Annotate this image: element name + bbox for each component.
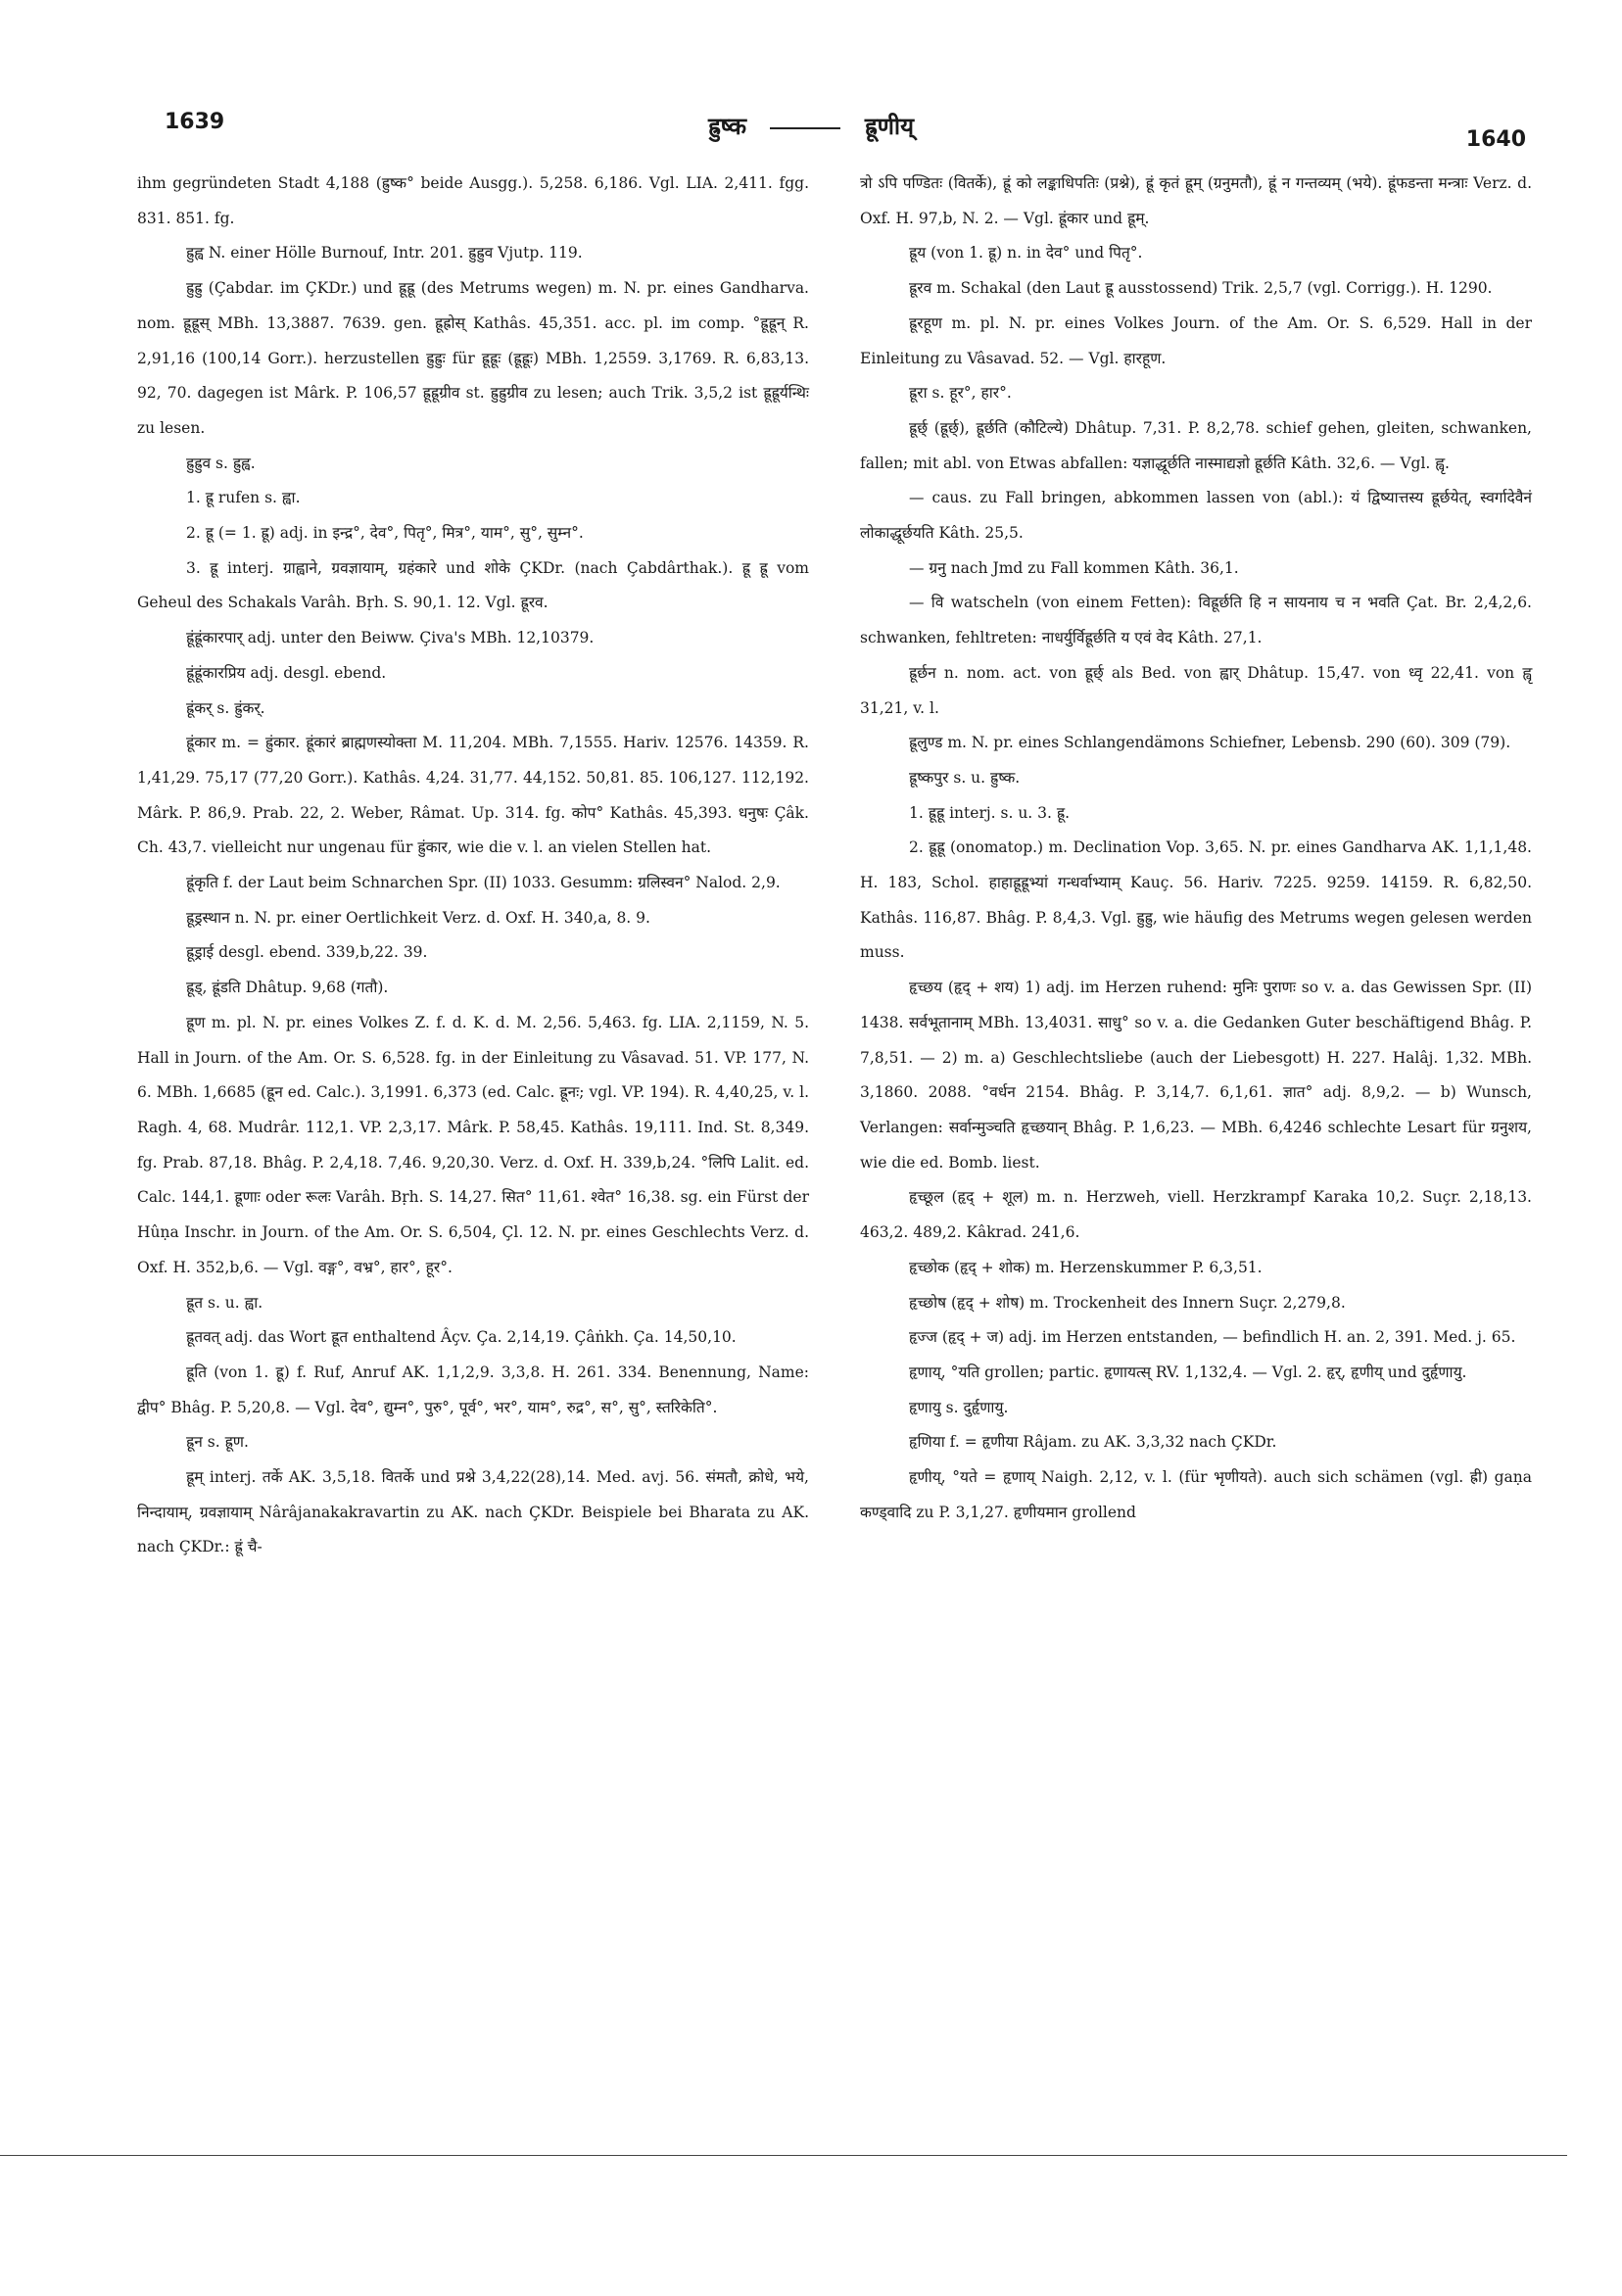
dictionary-entry: ह्रूंकार m. = ह्रुंकार. ह्रूंकारं ब्राह्मणस्योक्ता M. 11,204. MBh. 7,1555. Hariv. 12576. 14359. R. 1,41,29. 75,17 (77,20 Gorr.). Kathâs. 4,24. 31,77. 44,152. 50,81. 85. 106,127. 112,192. Mârk. P. 86,9. Prab. 22, 2. Weber, Râmat. Up. 314. fg. कोप° Kathâs. 45,393. धनुषः Çâk. Ch. 43,7. vielleicht nur ungenau für ह्रुंकार, wie die v. l. an vielen Stellen hat. <box>137 734 809 857</box>
header-dash <box>770 127 840 129</box>
dictionary-entry: ह्रूण m. pl. N. pr. eines Volkes Z. f. d. K. d. M. 2,56. 5,463. fg. LIA. 2,1159, N. 5. Hall in Journ. of the Am. Or. S. 6,528. fg. in der Einleitung zu Vâsavad. 51. VP. 177, N. 6. MBh. 1,6685 (ह्रून ed. Calc.). 3,1991. 6,373 (ed. Calc. ह्रूनः; vgl. VP. 194). R. 4,40,25, v. l. Ragh. 4, 68. Mudrâr. 112,1. VP. 2,3,17. Mârk. P. 58,45. Kathâs. 19,111. Ind. St. 8,349. fg. Prab. 87,18. Bhâg. P. 2,4,18. 7,46. 9,20,30. Verz. d. Oxf. H. 339,b,24. °लिपि Lalit. ed. Calc. 144,1. ह्रूणाः oder रूलः Varâh. Bṛh. S. 14,27. सित° 11,61. श्वेत° 16,38. sg. ein Fürst der Hûṇa Inschr. in Journ. of the Am. Or. S. 6,504, Çl. 12. N. pr. eines Geschlechts Verz. d. Oxf. H. 352,b,6. — Vgl. वङ्ग°, वभ्र°, हार°, हूर°. <box>137 1013 809 1276</box>
dictionary-entry: ह्रूरहूण m. pl. N. pr. eines Volkes Journ. of the Am. Or. S. 6,529. Hall in der Einleitung zu Vâsavad. 52. — Vgl. हारहूण. <box>860 313 1532 367</box>
dictionary-entry: ह्रूड्राई desgl. ebend. 339,b,22. 39. <box>186 943 428 962</box>
dictionary-entry: हृज्ज (हृद् + ज) adj. im Herzen entstanden, — befindlich H. an. 2, 391. Med. j. 65. <box>909 1328 1516 1347</box>
dictionary-entry: ह्रूति (von 1. ह्रू) f. Ruf, Anruf AK. 1,1,2,9. 3,3,8. H. 261. 334. Benennung, Name: द्वीप° Bhâg. P. 5,20,8. — Vgl. देव°, द्युम्न°, पुरु°, पूर्व°, भर°, याम°, रुद्र°, स°, सु°, स्तरिकेति°. <box>137 1363 809 1416</box>
right-column <box>860 167 1532 1530</box>
dictionary-entry: ह्रूतवत् adj. das Wort ह्रूत enthaltend Âçv. Ça. 2,14,19. Çâṅkh. Ça. 14,50,10. <box>186 1328 737 1347</box>
page-header <box>0 106 1622 155</box>
dictionary-entry: — वि watscheln (von einem Fetten): विह्रूर्छति हि न सायनाय च न भवति Çat. Br. 2,4,2,6. schwanken, fehltreten: नाधर्युर्विह्रूर्छति य एवं वेद Kâth. 27,1. <box>860 594 1532 647</box>
dictionary-entry: ह्रूरा s. हूर°, हार°. <box>909 384 1012 403</box>
dictionary-entry: हृच्छोष (हृद् + शोष) m. Trockenheit des Innern Suçr. 2,279,8. <box>909 1293 1346 1312</box>
dictionary-entry: 1. ह्रूह्रू interj. s. u. 3. ह्रू. <box>909 803 1071 822</box>
dictionary-entry: ह्रूंकृति f. der Laut beim Schnarchen Spr. (II) 1033. Gesumm: ग्रलिस्वन° Nalod. 2,9. <box>186 874 781 892</box>
dictionary-entry: 2. ह्रूह्रू (onomatop.) m. Declination Vop. 3,65. N. pr. eines Gandharva AK. 1,1,1,48. H. 183, Schol. हाहाह्रूह्रूभ्यां गन्धर्वाभ्याम् Kauç. 56. Hariv. 7225. 9259. 14159. R. 6,82,50. Kathâs. 116,87. Bhâg. P. 8,4,3. Vgl. ह्रुह्रु, wie häufig des Metrums wegen gelesen werden muss. <box>860 838 1532 962</box>
dictionary-entry: ihm gegründeten Stadt 4,188 (ह्रुष्क° beide Ausgg.). 5,258. 6,186. Vgl. LIA. 2,411. fgg. 831. 851. fg. <box>137 174 809 227</box>
dictionary-entry: ह्रुह्व N. einer Hölle Burnouf, Intr. 201. ह्रुह्रुव Vjutp. 119. <box>186 244 583 263</box>
page-number-right: 1640 <box>1465 127 1526 152</box>
dictionary-entry: ह्रूंह्रूंकारप्रिय adj. desgl. ebend. <box>186 663 387 682</box>
dictionary-entry: ह्रूड्रस्थान n. N. pr. einer Oertlichkeit Verz. d. Oxf. H. 340,a, 8. 9. <box>186 908 650 927</box>
dictionary-entry: हृच्छोक (हृद् + शोक) m. Herzenskummer P. 6,3,51. <box>909 1258 1263 1276</box>
dictionary-entry: — ग्रनु nach Jmd zu Fall kommen Kâth. 36,1. <box>909 558 1239 577</box>
dictionary-entry: त्रो ऽपि पण्डितः (वितर्के), ह्रूं को लङ्काधिपतिः (प्रश्ने), ह्रूं कृतं ह्रूम् (ग्रनुमतौ), ह्रूं न गन्तव्यम् (भये). ह्रूंफडन्ता मन्त्राः Verz. d. Oxf. H. 97,b, N. 2. — Vgl. ह्रूंकार und ह्रूम्. <box>860 174 1532 227</box>
dictionary-entry: ह्रूर्छन n. nom. act. von ह्रूर्छ् als Bed. von ह्वार् Dhâtup. 15,47. von ध्वृ 22,41. von ह्वृ 31,21, v. l. <box>860 663 1532 717</box>
catchword-left: ह्रुष्क <box>707 112 747 140</box>
dictionary-entry: ह्रूय (von 1. ह्रू) n. in देव° und पितृ°. <box>909 244 1143 263</box>
dictionary-entry: हृणीय्, °यते = हृणाय् Naigh. 2,12, v. l. (für भृणीयते). auch sich schämen (vgl. ह्री) gaṇa कण्ड्वादि zu P. 3,1,27. हृणीयमान grollend <box>860 1468 1532 1521</box>
dictionary-entry: 1. ह्रू rufen s. ह्वा. <box>186 489 301 507</box>
dictionary-entry: ह्रूलुण्ड m. N. pr. eines Schlangendämons Schiefner, Lebensb. 290 (60). 309 (79). <box>909 734 1511 752</box>
left-column <box>137 167 809 1565</box>
dictionary-entry: 2. ह्रू (= 1. ह्रू) adj. in इन्द्र°, देव°, पितृ°, मित्र°, याम°, सु°, सुम्न°. <box>186 524 584 543</box>
dictionary-entry: ह्रूर्छ् (ह्रूर्छ्), ह्रूर्छति (कौटिल्ये) Dhâtup. 7,31. P. 8,2,78. schief gehen, gleiten, schwanken, fallen; mit abl. von Etwas abfallen: यज्ञाद्धूर्छति नास्माद्यज्ञो ह्रूर्छति Kâth. 32,6. — Vgl. ह्वृ. <box>860 418 1532 472</box>
dictionary-entry: हृच्छूल (हृद् + शूल) m. n. Herzweh, viell. Herzkrampf Karaka 10,2. Suçr. 2,18,13. 463,2. 489,2. Kâkrad. 241,6. <box>860 1188 1532 1242</box>
dictionary-entry: हृणिया f. = हृणीया Râjam. zu AK. 3,3,32 nach ÇKDr. <box>909 1433 1277 1452</box>
dictionary-entry: हृच्छय (हृद् + शय) 1) adj. im Herzen ruhend: मुनिः पुराणः so v. a. das Gewissen Spr. (II) 1438. सर्वभूतानाम् MBh. 13,4031. साधु° so v. a. die Gedanken Guter beschäftigend Bhâg. P. 7,8,51. — 2) m. a) Geschlechtsliebe (auch der Liebesgott) H. 227. Halâj. 1,32. MBh. 3,1860. 2088. °वर्धन 2154. Bhâg. P. 3,14,7. 6,1,61. ज्ञात° adj. 8,9,2. — b) Wunsch, Verlangen: सर्वान्मुञ्चति हृच्छयान् Bhâg. P. 1,6,23. — MBh. 6,4246 schlechte Lesart für ग्रनुशय, wie die ed. Bomb. liest. <box>860 979 1532 1172</box>
dictionary-entry: — caus. zu Fall bringen, abkommen lassen von (abl.): यं द्विष्यात्तस्य ह्रूर्छयेत्, स्वर्गादेवैनं लोकाद्धूर्छयति Kâth. 25,5. <box>860 489 1532 543</box>
page-number-left: 1639 <box>165 110 225 134</box>
dictionary-entry: 3. ह्रू interj. ग्राह्वाने, ग्रवज्ञायाम्, ग्रहंकारे und शोके ÇKDr. (nach Çabdârthak.). ह्रू ह्रू vom Geheul des Schakals Varâh. Bṛh. S. 90,1. 12. Vgl. ह्रूरव. <box>137 558 809 612</box>
dictionary-entry: हृणायु s. दुर्हृणायु. <box>909 1398 1009 1416</box>
dictionary-entry: ह्रूड्, ह्रूंडति Dhâtup. 9,68 (गतौ). <box>186 979 389 997</box>
dictionary-entry: ह्रुह्रु (Çabdar. im ÇKDr.) und ह्रूह्रू (des Metrums wegen) m. N. pr. eines Gandharva. nom. ह्रूह्रूस् MBh. 13,3887. 7639. gen. ह्रूह्रोस् Kathâs. 45,351. acc. pl. im comp. °ह्रूह्रून् R. 2,91,16 (100,14 Gorr.). herzustellen ह्रुह्रुः für ह्रूह्रूः (ह्रूह्रूः) MBh. 1,2559. 3,1769. R. 6,83,13. 92, 70. dagegen ist Mârk. P. 106,57 ह्रूह्रूग्रीव st. ह्रुह्रुग्रीव zu lesen; auch Trik. 3,5,2 ist ह्रूह्रूर्यन्थिः zu lesen. <box>137 279 809 437</box>
dictionary-entry: हृणाय्, °यति grollen; partic. हृणायत्स् RV. 1,132,4. — Vgl. 2. हृर्, हृणीय् und दुर्हृणायु. <box>909 1363 1467 1381</box>
running-header <box>0 110 1622 142</box>
dictionary-entry: ह्रुह्रुव s. ह्रुह्व. <box>186 454 256 472</box>
catchword-right: ह्रूणीय् <box>864 112 915 140</box>
dictionary-entry: ह्रूरव m. Schakal (den Laut ह्रू ausstossend) Trik. 2,5,7 (vgl. Corrigg.). H. 1290. <box>909 279 1493 298</box>
bottom-rule <box>0 2155 1567 2156</box>
dictionary-entry: ह्रूंकर् s. ह्रुंकर्. <box>186 698 265 717</box>
dictionary-entry: ह्रूष्कपुर s. u. ह्रुष्क. <box>909 768 1021 787</box>
dictionary-entry: ह्रूत s. u. ह्वा. <box>186 1293 263 1312</box>
dictionary-entry: ह्रूम् interj. तर्के AK. 3,5,18. वितर्के und प्रश्ने 3,4,22(28),14. Med. avj. 56. संमतौ, क्रोधे, भये, निन्दायाम्, ग्रवज्ञायाम् Nârâjanakakravartin zu AK. nach ÇKDr. Beispiele bei Bharata zu AK. nach ÇKDr.: ह्रूं चै- <box>137 1468 809 1556</box>
dictionary-entry: ह्रून s. ह्रूण. <box>186 1433 249 1452</box>
dictionary-entry: ह्रूंह्रूंकारपार् adj. unter den Beiww. Çiva's MBh. 12,10379. <box>186 629 595 647</box>
